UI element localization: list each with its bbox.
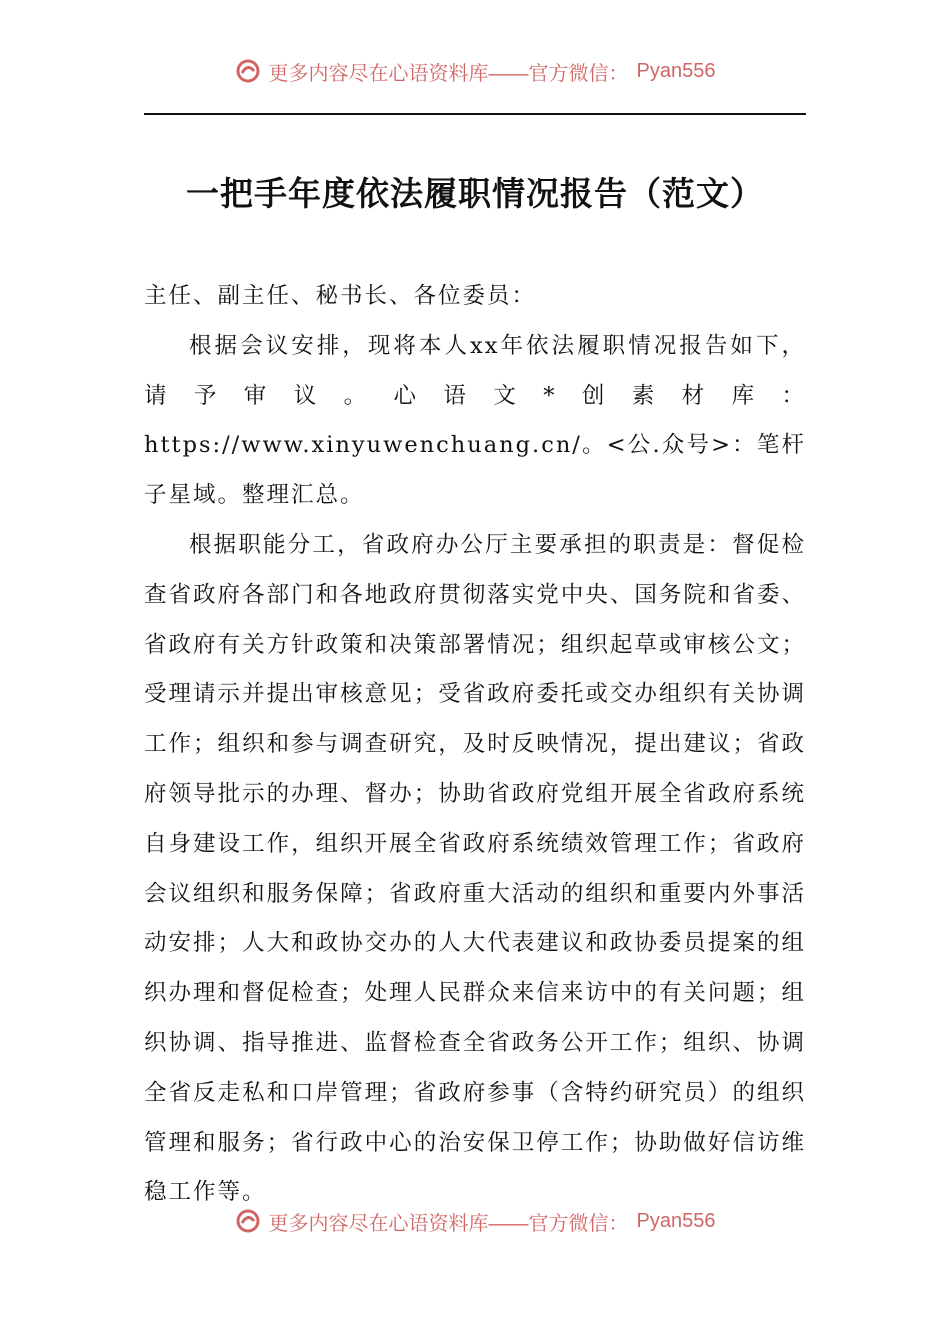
watermark-account: Pyan556 [636, 59, 716, 82]
document-body [144, 272, 806, 1218]
watermark-text: 更多内容尽在心语资料库——官方微信： [268, 1212, 629, 1235]
paragraph: 根据会议安排，现将本人xx年依法履职情况报告如下，请予审议。心语文*创素材库：https://www.xinyuwenchuang.cn/。<公.众号>：笔杆子星域。整理汇总。 [144, 332, 806, 509]
footer-watermark [0, 1206, 950, 1236]
paragraph: 根据职能分工，省政府办公厅主要承担的职责是：督促检查省政府各部门和各地政府贯彻落实党中央、国务院和省委、省政府有关方针政策和决策部署情况；组织起草或审核公文；受理请示并提出审核意见；受省政府委托或交办组织有关协调工作；组织和参与调查研究，及时反映情况，提出建议；省政府领导批示的办理、督办；协助省政府党组开展全省政府系统自身建设工作，组织开展全省政府系统绩效管理工作；省政府会议组织和服务保障；省政府重大活动的组织和重要内外事活动安排；人大和政协交办的人大代表建议和政协委员提案的组织办理和督促检查；处理人民群众来信来访中的有关问题；组织协调、指导推进、监督检查全省政务公开工作；组织、协调全省反走私和口岸管理；省政府参事（含特约研究员）的组织管理和服务；省行政中心的治安保卫停工作；协助做好信访维稳工作等。 [144, 531, 806, 1206]
salutation: 主任、副主任、秘书长、各位委员： [144, 283, 537, 309]
document-title: 一把手年度依法履职情况报告（范文） [186, 174, 764, 213]
watermark-account: Pyan556 [636, 1209, 716, 1232]
header-watermark [0, 56, 950, 86]
logo-icon [235, 58, 261, 84]
header-rule [144, 113, 806, 115]
watermark-text: 更多内容尽在心语资料库——官方微信： [268, 62, 629, 85]
logo-icon [235, 1208, 261, 1234]
